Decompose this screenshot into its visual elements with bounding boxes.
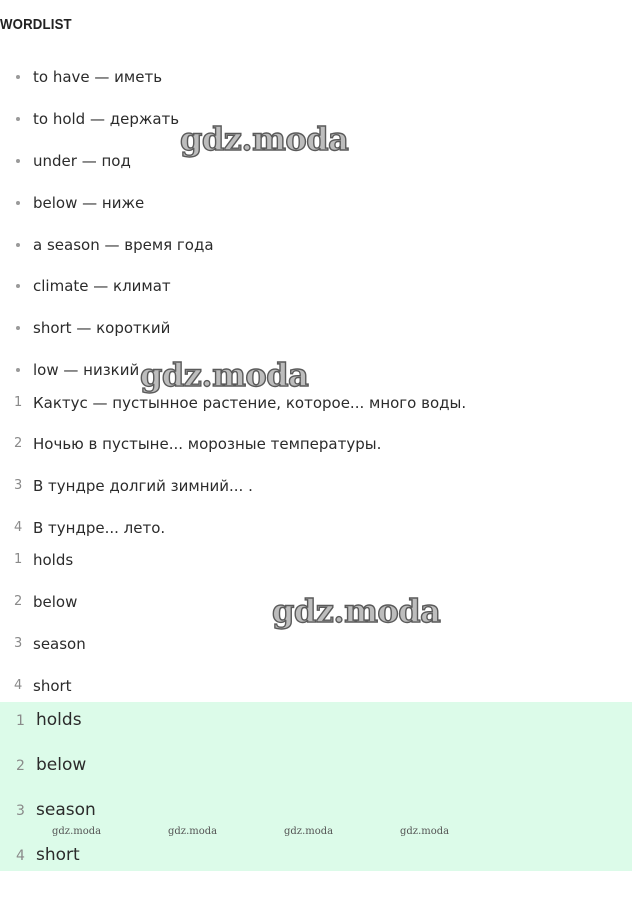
watermark-small: gdz.moda	[52, 826, 102, 837]
item-number: 1	[16, 713, 25, 729]
item-number: 1	[14, 552, 23, 567]
list-item-text: under — под	[33, 152, 131, 170]
bullet-icon	[16, 75, 20, 79]
item-number: 4	[14, 520, 23, 535]
highlighted-answer-block	[0, 702, 632, 871]
list-item-text: low — низкий	[33, 361, 140, 379]
sentence-text: Ночью в пустыне... морозные температуры.	[33, 435, 382, 453]
item-number: 1	[14, 395, 23, 410]
answer-text: season	[36, 800, 96, 820]
bullet-icon	[16, 159, 20, 163]
answer-text: below	[36, 755, 87, 775]
answer-text: season	[33, 635, 86, 653]
sentence-text: В тундре долгий зимний... .	[33, 477, 253, 495]
item-number: 4	[14, 678, 23, 693]
list-item-text: to hold — держать	[33, 110, 180, 128]
answer-text: holds	[33, 551, 74, 569]
bullet-icon	[16, 284, 20, 288]
watermark-logo: gdz.moda	[180, 120, 349, 158]
item-number: 3	[14, 478, 23, 493]
watermark-small: gdz.moda	[168, 826, 218, 837]
bullet-icon	[16, 201, 20, 205]
answer-text: holds	[36, 710, 82, 730]
sentence-text: В тундре... лето.	[33, 519, 166, 537]
item-number: 3	[16, 803, 25, 819]
list-item-text: short — короткий	[33, 319, 171, 337]
list-item-text: to have — иметь	[33, 68, 163, 86]
bullet-icon	[16, 326, 20, 330]
item-number: 2	[16, 758, 25, 774]
watermark-small: gdz.moda	[284, 826, 334, 837]
list-item-text: below — ниже	[33, 194, 145, 212]
answer-text: below	[33, 593, 78, 611]
list-item-text: a season — время года	[33, 236, 214, 254]
item-number: 3	[14, 636, 23, 651]
item-number: 2	[14, 594, 23, 609]
sentence-text: Кактус — пустынное растение, которое... много воды.	[33, 394, 467, 412]
bullet-icon	[16, 368, 20, 372]
list-item-text: climate — климат	[33, 277, 171, 295]
bullet-icon	[16, 243, 20, 247]
watermark-logo: gdz.moda	[272, 592, 441, 630]
answer-text: short	[33, 677, 72, 695]
watermark-logo: gdz.moda	[140, 356, 309, 394]
bullet-icon	[16, 117, 20, 121]
item-number: 4	[16, 848, 25, 864]
answer-text: short	[36, 845, 80, 865]
watermark-small: gdz.moda	[400, 826, 450, 837]
item-number: 2	[14, 436, 23, 451]
section-heading: WORDLIST	[0, 16, 72, 33]
